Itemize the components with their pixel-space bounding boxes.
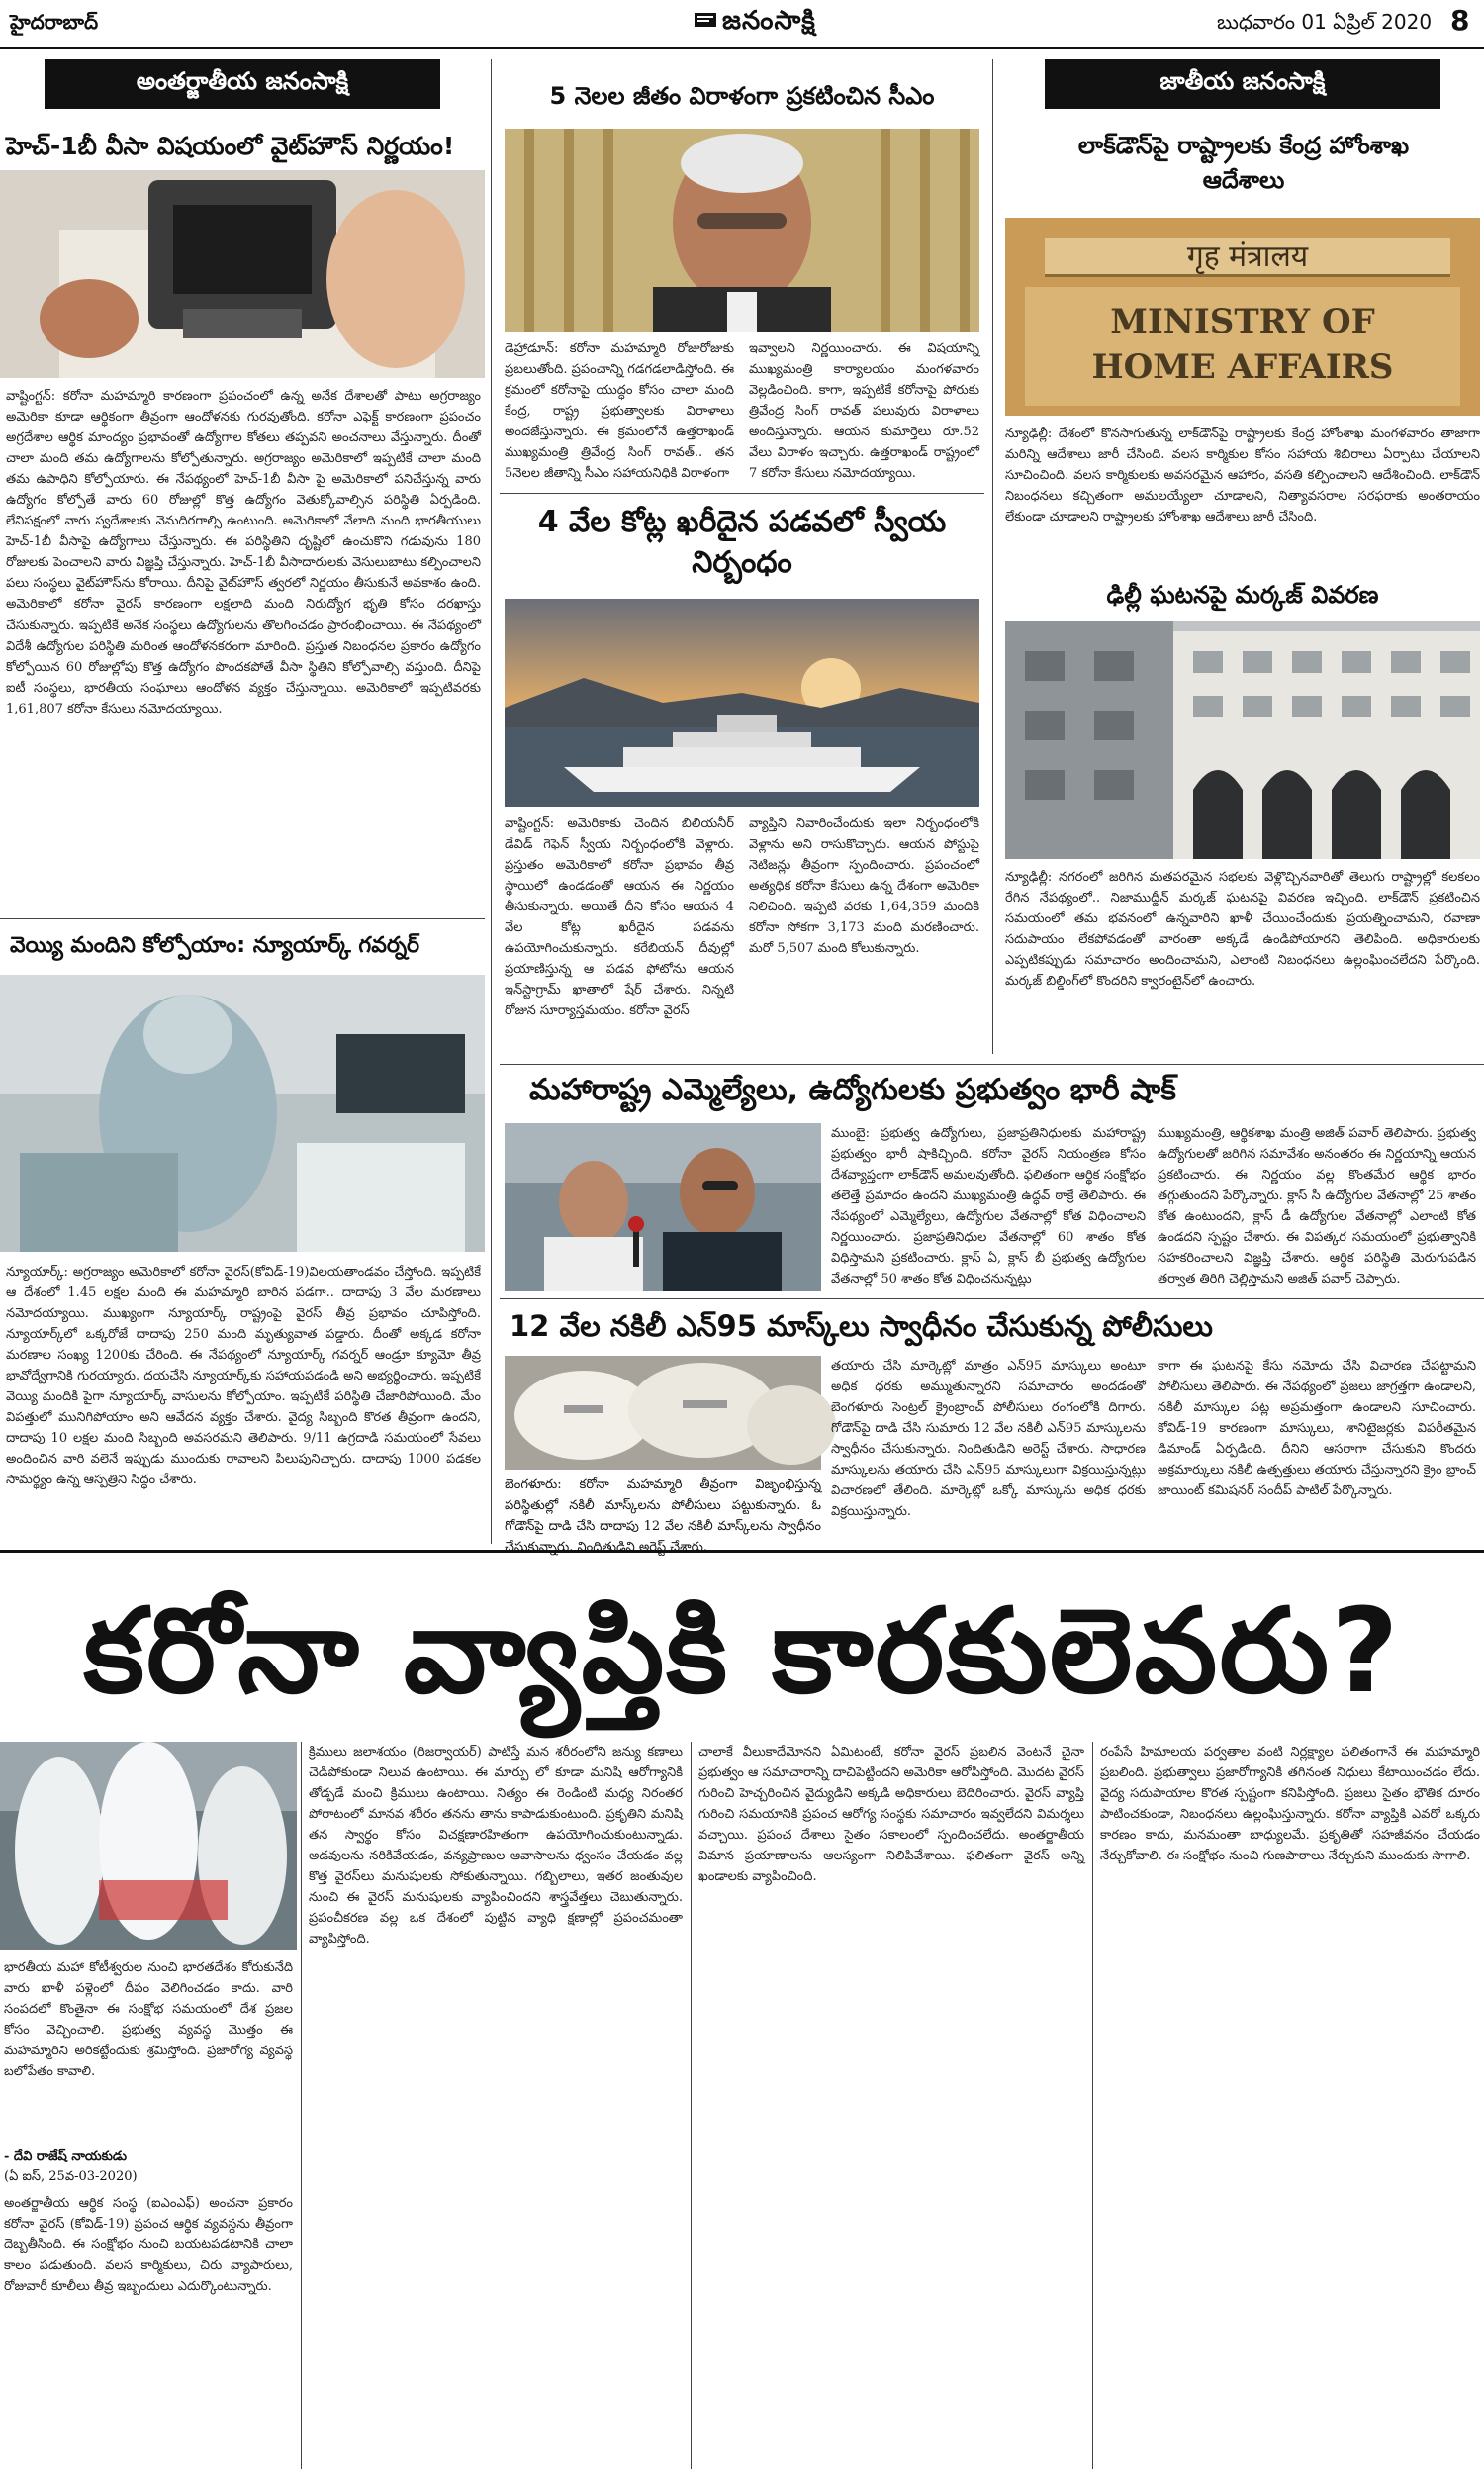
ny-governor-headline: వెయ్యి మందిని కోల్పోయాం: న్యూయార్క్ గవర్నర్: [10, 933, 420, 958]
markaz-body: న్యూఢిల్లీ: నగరంలో జరిగిన మతపరమైన సభలకు వెళ్లొచ్చినవారితో తెలుగు రాష్ట్రాల్లో కలకలం రేగిన నేపథ్యంలో.. నిజాముద్దీన్ మర్కజ్ ఘటనపై వివరణ ఇచ్చింది. లాక్‌డౌన్ ప్రకటించిన సమయంలో తమ భవనంలో ఉన్నవారిని ఖాళీ చేయించేందుకు ప్రయత్నించామని, రవాణా సదుపాయం లేకపోవడంతో వారంతా అక్కడే ఉండిపోయారని తెలిపింది. అధికారులకు ఎప్పటికప్పుడు సమాచారం అందించామని, ఎలాంటి నిబంధనలు ఉల్లంఘించలేదని పేర్కొంది. మర్కజ్ బిల్డింగ్‌లో కొందరిని క్వారంటైన్‌లో ఉంచారు.: [1005, 870, 1480, 990]
masthead-city: హైదరాబాద్: [10, 10, 99, 34]
maharashtra-body-col2: ముఖ్యమంత్రి, ఆర్థికశాఖ మంత్రి అజిత్ పవార్ తెలిపారు. ప్రభుత్వ ఉద్యోగులతో జరిగిన సమావేశం అనంతరం ఈ నిర్ణయాన్ని ఆయన ప్రకటించారు. ఈ నిర్ణయం వల్ల కొంతమేర ఆర్థిక భారం తగ్గుతుందని పేర్కొన్నారు. క్లాస్ సీ ఉద్యోగుల వేతనాల్లో 25 శాతం కోత ఉంటుందని, క్లాస్ డీ ఉద్యోగుల వేతనాల్లో ఎలాంటి కోత ఉండదని స్పష్టం చేశారు. ఈ విపత్కర సమయంలో ప్రభుత్వానికి సహకరించాలని విజ్ఞప్తి చేశారు. ఆర్థిక పరిస్థితి మెరుగుపడిన తర్వాత తిరిగి చెల్లిస్తామని అజిత్ పవార్ చెప్పారు.: [1158, 1126, 1476, 1287]
masks-caption: బెంగళూరు: కరోనా మహమ్మారి తీవ్రంగా విజృంభిస్తున్న పరిస్థితుల్లో నకిలీ మాస్క్‌లను పోలీసులు పట్టుకున్నారు. ఓ గోడౌన్‌పై దాడి చేసి దాదాపు 12 వేల నకిలీ మాస్క్‌లను స్వాధీనం చేసుకున్నారు. నిందితుడిని అరెస్ట్ చేశారు.: [505, 1477, 821, 1556]
column-rule: [992, 59, 993, 1054]
cm-salary-headline: 5 నెలల జీతం విరాళంగా ప్రకటించిన సీఎం: [549, 82, 935, 110]
masks-headline: 12 వేల నకిలీ ఎన్95 మాస్క్‌లు స్వాధీనం చేసుకున్న పోలీసులు: [510, 1309, 1213, 1343]
maharashtra-story: [500, 1064, 1484, 1296]
markaz-headline: ఢిల్లీ ఘటనపై మర్కజ్ వివరణ: [1106, 581, 1379, 609]
masks-body-col1: తయారు చేసి మార్కెట్లో మాత్రం ఎన్95 మాస్కులు అంటూ అధిక ధరకు అమ్ముతున్నారని సమాచారం అందడంతో బెంగళూరు సెంట్రల్ క్రైంబ్రాంచ్ పోలీసులు రంగంలోకి దిగారు. గోడౌన్‌పై దాడి చేసి సుమారు 12 వేల నకిలీ ఎన్95 మాస్కులను స్వాధీనం చేసుకున్నారు. నిందితుడిని అరెస్ట్ చేశారు. సాధారణ మాస్కులను తయారు చేసి ఎన్95 మాస్కులుగా విక్రయిస్తున్నట్లు విచారణలో తేలింది. మార్కెట్లో ఒక్కో మాస్కును అధిక ధరకు విక్రయిస్తున్నారు.: [831, 1359, 1146, 1520]
feature-body-col4: రంపేసే హిమాలయ పర్వతాల వంటి నిర్లక్ష్యాల ఫలితంగానే ఈ మహమ్మారి ప్రబలింది. ప్రభుత్వాలు ప్రజారోగ్యానికి తగినంత నిధులు కేటాయించడం లేదు. వైద్య సదుపాయాల కొరత స్పష్టంగా కనిపిస్తోంది. ప్రజలు సైతం భౌతిక దూరం పాటించకుండా, నిబంధనలు ఉల్లంఘిస్తున్నారు. కరోనా వ్యాప్తికి ఎవరో ఒక్కరు కారణం కాదు, మనమంతా బాధ్యులమే. ప్రకృతితో సహజీవనం చేయడం నేర్చుకోవాలి. ఈ సంక్షోభం నుంచి గుణపాఠాలు నేర్చుకుని ముందుకు సాగాలి.: [1100, 1745, 1480, 1864]
feature-body-col2: క్రిములు జలాశయం (రిజర్వాయర్) పాటిస్తే మన శరీరంలోని జన్యు కణాలు చెడిపోకుండా నిలువ ఉంటాయి. ఈ మార్పు లో కూడా మనిషి ఆరోగ్యానికి తోడ్పడే మంచి క్రిములు ఉంటాయి. నిత్యం ఈ రెండింటి మధ్య నిరంతర పోరాటంలో మానవ శరీరం తనను తాను కాపాడుకుంటుంది. ప్రకృతిని మనిషి తన స్వార్థం కోసం విచక్షణారహితంగా ఉపయోగించుకుంటున్నాడు. అడవులను నరికివేయడం, వన్యప్రాణుల ఆవాసాలను ధ్వంసం చేయడం వల్ల కొత్త వైరస్‌లు మనుషులకు సోకుతున్నాయి. గబ్బిలాలు, ఇతర జంతువుల నుంచి ఈ వైరస్ మనుషులకు వ్యాపించిందని శాస్త్రవేత్తలు చెబుతున్నారు. ప్రపంచీకరణ వల్ల ఒక దేశంలో పుట్టిన వ్యాధి క్షణాల్లో ప్రపంచమంతా వ్యాపిస్తోంది.: [309, 1745, 683, 1948]
maharashtra-body-col1: ముంబై: ప్రభుత్వ ఉద్యోగులు, ప్రజాప్రతినిధులకు మహారాష్ట్ర ప్రభుత్వం భారీ షాకిచ్చింది. కరోనా వైరస్ నియంత్రణ కోసం దేశవ్యాప్తంగా లాక్‌డౌన్ అమలవుతోంది. ఫలితంగా ఆర్థిక సంక్షోభం తలెత్తే ప్రమాదం ఉందని ముఖ్యమంత్రి ఉద్ధవ్ ఠాక్రే తెలిపారు. ఈ నేపథ్యంలో ఎమ్మెల్యేలు, ఉద్యోగుల వేతనాల్లో కోత విధించాలని నిర్ణయించారు. ప్రజాప్రతినిధుల వేతనాల్లో 60 శాతం కోత విధిస్తామని ప్రకటించారు. క్లాస్ ఏ, క్లాస్ బీ ప్రభుత్వ ఉద్యోగుల వేతనాల్లో 50 శాతం కోత విధించనున్నట్లు: [831, 1126, 1146, 1287]
masthead: [0, 0, 1484, 49]
fake-masks-story: [500, 1298, 1484, 1556]
column-rule: [1092, 1742, 1093, 2469]
n95-masks-photo: [505, 1356, 821, 1470]
paper-logo-icon: [693, 7, 718, 33]
yacht-body-right: వ్యాప్తిని నివారించేందుకు ఇలా నిర్బంధంలోకి వెళ్లాను అని రాసుకొచ్చారు. ఆయన పోస్టుపై నెటిజన్లు తీవ్రంగా స్పందించారు. ప్రపంచంలో అత్యధిక కరోనా కేసులు ఉన్న దేశంగా అమెరికా నిలిచింది. ఇప్పటి వరకు 1,64,359 మందికి కరోనా సోకగా 3,173 మంది మరణించారు. మరో 5,507 మంది కోలుకున్నారు.: [749, 816, 979, 957]
story-rule: [0, 918, 485, 919]
uddhav-press-photo: [505, 1123, 821, 1291]
story-rule: [500, 1064, 1484, 1065]
feature-article: [0, 1742, 1484, 2469]
feature-body-col1: అంతర్జాతీయ ఆర్థిక సంస్థ (ఐఎంఎఫ్) అంచనా ప్రకారం కరోనా వైరస్ (కోవిడ్-19) ప్రపంచ ఆర్థిక వ్యవస్థను తీవ్రంగా దెబ్బతీసింది. ఈ సంక్షోభం నుంచి బయటపడటానికి చాలా కాలం పడుతుంది. వలస కార్మికులు, చిరు వ్యాపారులు, రోజువారీ కూలీలు తీవ్ర ఇబ్బందులు ఎదుర్కొంటున్నారు.: [4, 2196, 293, 2295]
cm-salary-body-left: డెహ్రాడూన్: కరోనా మహమ్మారి రోజురోజుకు ప్రబలుతోంది. ప్రపంచాన్ని గడగడలాడిస్తోంది. ఈ క్రమంలో కరోనాపై యుద్ధం కోసం చాలా మంది కేంద్ర, రాష్ట్ర ప్రభుత్వాలకు విరాళాలు అందజేస్తున్నారు. ఈ క్రమంలోనే ఉత్తరాఖండ్ ముఖ్యమంత్రి త్రివేంద్ర సింగ్ రావత్.. తన 5నెలల జీతాన్ని సీఎం సహాయనిధికి విరాళంగా: [505, 341, 734, 482]
lockdown-body: న్యూఢిల్లీ: దేశంలో కొనసాగుతున్న లాక్‌డౌన్‌పై రాష్ట్రాలకు కేంద్ర హోంశాఖ మంగళవారం తాజాగా మరిన్ని ఆదేశాలు జారీ చేసింది. వలస కార్మికుల కోసం సహాయ శిబిరాలు ఏర్పాటు చేయాలని సూచించింది. వలస కార్మికులకు అవసరమైన ఆహారం, వసతి కల్పించాలని ఆదేశించింది. లాక్‌డౌన్ నిబంధనలు కచ్చితంగా అమలయ్యేలా చూడాలని, నిత్యావసరాల సరఫరాకు అంతరాయం లేకుండా చూడాలని రాష్ట్రాలకు హోంశాఖ ఆదేశాలు జారీ చేసింది.: [1005, 427, 1480, 525]
page-number: 8: [1450, 4, 1470, 37]
feature-author: - దేవి రాజేష్ నాయకుడు: [4, 2149, 127, 2164]
paper-name: జనంసాక్షి: [722, 6, 816, 36]
section-label-international: అంతర్జాతీయ జనంసాక్షి: [45, 59, 440, 109]
lockdown-headline: లాక్‌డౌన్‌పై రాష్ట్రాలకు కేంద్ర హోంశాఖ ఆదేశాలు: [1077, 132, 1410, 194]
cm-photo: [505, 129, 979, 332]
photo-sign-hindi: गृह मंत्रालय: [1186, 239, 1309, 274]
yacht-body-left: వాష్టింగ్టన్: అమెరికాకు చెందిన బిలియనీర్ డేవిడ్ గెఫెన్ స్వీయ నిర్బంధంలోకి వెళ్లారు. ప్రస్తుతం అమెరికాలో కరోనా ప్రభావం తీవ్ర స్థాయిలో ఉండడంతో ఆయన ఈ నిర్ణయం తీసుకున్నారు. అయితే దీని కోసం ఆయన 4 వేల కోట్ల ఖరీదైన పడవను ఉపయోగించుకున్నారు. కరేబియన్ దీవుల్లో ప్రయాణిస్తున్న ఆ పడవ ఫోటోను ఆయన ఇన్‌స్టాగ్రామ్ ఖాతాలో షేర్ చేశారు. నిన్నటి రోజున సూర్యాస్తమయం. కరోనా వైరస్: [505, 816, 734, 1019]
ppe-medics-photo: [0, 1742, 297, 1950]
column-rule: [691, 1742, 692, 2469]
paper-logo: [693, 6, 816, 42]
hospital-ward-photo: [0, 975, 485, 1252]
middle-column: [500, 59, 984, 1064]
home-ministry-photo: [1005, 218, 1480, 416]
h1b-headline: హెచ్‌-1బీ వీసా విషయంలో వైట్‌హౌస్ నిర్ణయం!: [6, 132, 455, 160]
section-label-national: జాతీయ జనంసాక్షి: [1045, 59, 1440, 109]
issue-date: బుధవారం 01 ఏప్రిల్ 2020: [1217, 10, 1433, 34]
markaz-building-photo: [1005, 621, 1480, 859]
photo-sign-english: MINISTRY OF HOME AFFAIRS: [1091, 302, 1394, 387]
national-column: [1001, 59, 1484, 1054]
feature-body-col3: చాలాకే వీలుకాదేమోనని ఏమిటంటే, కరోనా వైరస్ ప్రబలిన వెంటనే చైనా ప్రభుత్వం ఆ సమాచారాన్ని దాచిపెట్టిందని అమెరికా ఆరోపిస్తోంది. మొదట వైరస్ గురించి హెచ్చరించిన వైద్యుడిని అక్కడి అధికారులు బెదిరించారు. వైరస్ వ్యాప్తి గురించి సమయానికి ప్రపంచ ఆరోగ్య సంస్థకు సమాచారం ఇవ్వలేదని విమర్శలు వచ్చాయి. ప్రపంచ దేశాలు సైతం సకాలంలో స్పందించలేదు. అంతర్జాతీయ విమాన ప్రయాణాలను ఆలస్యంగా నిలిపివేశాయి. ఫలితంగా వైరస్ అన్ని ఖండాలకు వ్యాపించింది.: [698, 1745, 1084, 1885]
masks-body-col2: కాగా ఈ ఘటనపై కేసు నమోదు చేసి విచారణ చేపట్టామని పోలీసులు తెలిపారు. ఈ నేపథ్యంలో ప్రజలు జాగ్రత్తగా ఉండాలని, నకిలీ మాస్కుల పట్ల అప్రమత్తంగా ఉండాలని సూచించారు. కోవిడ్-19 కారణంగా మాస్కులు, శానిటైజర్లకు విపరీతమైన డిమాండ్ ఏర్పడింది. దీనిని ఆసరాగా చేసుకుని కొందరు అక్రమార్కులు నకిలీ ఉత్పత్తులు తయారు చేస్తున్నారని క్రైం బ్రాంచ్ జాయింట్ కమిషనర్ సందీప్ పాటిల్ పేర్కొన్నారు.: [1158, 1359, 1476, 1499]
cm-salary-body-right: ఇవ్వాలని నిర్ణయించారు. ఈ విషయాన్ని ముఖ్యమంత్రి కార్యాలయం మంగళవారం వెల్లడించింది. కాగా, ఇప్పటికే కరోనాపై పోరుకు త్రివేంద్ర సింగ్ రావత్ పలువురు విరాళాలు అందిస్తున్నారు. ఆయన కుమార్తెలు రూ.52 వేలు విరాళం ఇచ్చారు. ఉత్తరాఖండ్ రాష్ట్రంలో 7 కరోనా కేసులు నమోదయ్యాయి.: [749, 341, 979, 482]
section-rule: [0, 1550, 1484, 1553]
column-rule: [301, 1742, 302, 2469]
column-rule: [491, 59, 492, 1544]
feature-intro: భారతీయ మహా కోటీశ్వరుల నుంచి భారతదేశం కోరుకునేది వారు ఖాళీ పళ్లెంలో దీపం వెలిగించడం కాదు. వారి సంపదలో కొంతైనా ఈ సంక్షోభ సమయంలో దేశ ప్రజల కోసం వెచ్చించాలి. ప్రభుత్వ వ్యవస్థ మొత్తం ఈ మహమ్మారిని అరికట్టేందుకు శ్రమిస్తోంది. ప్రజారోగ్య వ్యవస్థ బలోపేతం కావాలి.: [4, 1960, 293, 2080]
feature-author-date: (ఏ ఐస్, 25వ-03-2020): [4, 2169, 138, 2184]
visa-stamp-photo: [0, 170, 485, 378]
yacht-headline: 4 వేల కోట్ల ఖరీదైన పడవలో స్వీయ నిర్బంధం: [537, 505, 947, 580]
story-rule: [500, 493, 984, 494]
feature-headline: కరోనా వ్యాప్తికి కారకులెవరు?: [83, 1582, 1401, 1719]
yacht-photo: [505, 599, 979, 807]
story-rule: [500, 1298, 1484, 1299]
maharashtra-headline: మహారాష్ట్ర ఎమ్మెల్యేలు, ఉద్యోగులకు ప్రభుత్వం భారీ షాక్: [529, 1073, 1176, 1107]
ny-governor-body: న్యూయార్క్: అగ్రరాజ్యం అమెరికాలో కరోనా వైరస్(కోవిడ్-19)విలయతాండవం చేస్తోంది. ఇప్పటికే ఆ దేశంలో 1.45 లక్షల మంది ఈ మహమ్మారి బారిన పడగా.. దాదాపు 3 వేల మరణాలు నమోదయ్యాయి. ముఖ్యంగా న్యూయార్క్ రాష్ట్రంపై వైరస్ తీవ్ర ప్రభావం చూపిస్తోంది. న్యూయార్క్‌లో ఒక్కరోజే దాదాపు 250 మంది మృత్యువాత పడ్డారు. దీంతో అక్కడ కరోనా మరణాల సంఖ్య 1200కు చేరింది. ఈ నేపథ్యంలో న్యూయార్క్ గవర్నర్ ఆండ్రూ క్యూమో తీవ్ర భావోద్వేగానికి గురయ్యారు. దయచేసి న్యూయార్క్‌కు సహాయపడండి అని అభ్యర్థించారు. ఇప్పటికే వెయ్యి మందికి పైగా న్యూయార్క్ వాసులను కోల్పోయాం. ఇప్పటికే పరిస్థితి చేజారిపోయింది. మేం విపత్తులో మునిగిపోయాం అని ఆవేదన వ్యక్తం చేశారు. వైద్య సిబ్బంది కొరత తీవ్రంగా ఉందని, దాదాపు 10 లక్షల మంది సిబ్బంది అవసరమని తెలిపారు. 9/11 ఉగ్రదాడి సమయంలో సేవలు అందించిన వారి వలెనే ఇప్పుడు ముందుకు రావాలని పిలుపునిచ్చారు. దాదాపు 1000 పడకల సామర్థ్యం ఉన్న ఆస్పత్రిని సిద్ధం చేశారు.: [6, 1265, 481, 1488]
h1b-body: వాష్టింగ్టన్: కరోనా మహమ్మారి కారణంగా ప్రపంచంలో ఉన్న అనేక దేశాలతో పాటు అగ్రరాజ్యం అమెరికా కూడా ఆర్థికంగా తీవ్రంగా ఆందోళనకు గురవుతోంది. కరోనా ఎఫెక్ట్ కారణంగా ప్రపంచం అగ్రదేశాల ఆర్థిక మాంద్యం ప్రభావంతో ఉద్యోగాల కోతలు తప్పవని అంచనాలు వేస్తున్నారు. దీంతో చాలా మంది తమ ఉద్యోగాలను కోల్పోతున్నారు. అగ్రరాజ్యం అమెరికాలో ఇప్పటికే చాలా మంది తమ ఉపాధిని కోల్పోయారు. ఈ నేపథ్యంలో హెచ్‌-1బీ వీసా పై అమెరికాలో పనిచేస్తున్న వారు ఉద్యోగం కోల్పోతే వారు 60 రోజుల్లో కొత్త ఉద్యోగం వెతుక్కోవాల్సిన పరిస్థితి ఏర్పడింది. లేనిపక్షంలో వారు స్వదేశాలకు వెనుదిరగాల్సి ఉంటుంది. అమెరికాలో వేలాది మంది భారతీయులు హెచ్‌-1బీ వీసాపై ఉద్యోగాలు చేస్తున్నారు. ఈ పరిస్థితిని దృష్టిలో ఉంచుకొని గడువును 180 రోజులకు పెంచాలని వారు విజ్ఞప్తి చేస్తున్నారు. హెచ్‌-1బీ వీసాదారులకు వెసులుబాటు కల్పించాలని పలు సంస్థలు వైట్‌హౌస్‌ను కోరాయి. దీనిపై వైట్‌హౌస్ త్వరలో నిర్ణయం తీసుకునే అవకాశం ఉంది. అమెరికాలో కరోనా వైరస్ కారణంగా లక్షలాది మంది నిరుద్యోగ భృతి కోసం దరఖాస్తు చేసుకున్నారు. ఇప్పటికే అనేక సంస్థలు ఉద్యోగులను తొలగించడం ప్రారంభించాయి. ఈ నేపథ్యంలో విదేశీ ఉద్యోగుల పరిస్థితి మరింత ఆందోళనకరంగా మారింది. ప్రస్తుత నిబంధనల ప్రకారం ఉద్యోగం కోల్పోయిన 60 రోజుల్లోపు కొత్త ఉద్యోగం పొందకపోతే వీసా స్థితిని కోల్పోవాల్సి వస్తుంది. దీనిపై ఐటీ సంస్థలు, భారతీయ సంఘాలు ఆందోళన వ్యక్తం చేస్తున్నాయి. అమెరికాలో ఇప్పటివరకు 1,61,807 కరోనా కేసులు నమోదయ్యాయి.: [6, 389, 481, 716]
international-column: [0, 59, 485, 1544]
